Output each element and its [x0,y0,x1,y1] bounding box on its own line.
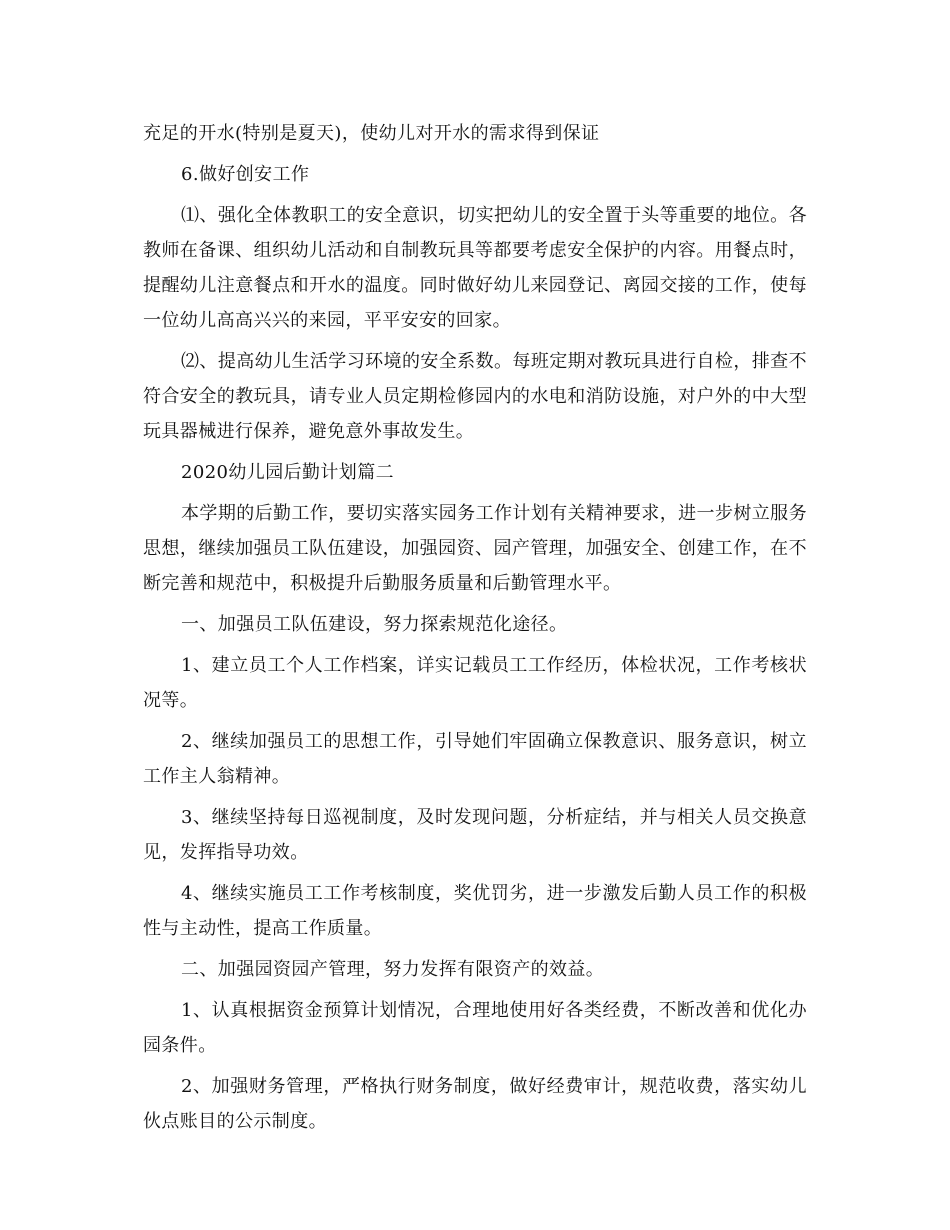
paragraph: ⑴、强化全体教职工的安全意识，切实把幼儿的安全置于头等重要的地位。各教师在备课、组织幼儿活动和自制教玩具等都要考虑安全保护的内容。用餐点时，提醒幼儿注意餐点和开水的温度。同时做好幼儿来园登记、离园交接的工作，使每一位幼儿高高兴兴的来园，平平安安的回家。 [143,205,807,331]
list-item: 1、认真根据资金预算计划情况，合理地使用好各类经费，不断改善和优化办园条件。 [143,1000,807,1056]
paragraph: ⑵、提高幼儿生活学习环境的安全系数。每班定期对教玩具进行自检，排查不符合安全的教玩具，请专业人员定期检修园内的水电和消防设施，对户外的中大型玩具器械进行保养，避免意外事故发生。 [143,351,807,442]
paragraph: 本学期的后勤工作，要切实落实园务工作计划有关精神要求，进一步树立服务思想，继续加强员工队伍建设，加强园资、园产管理，加强安全、创建工作，在不断完善和规范中，积极提升后勤服务质量和后勤管理水平。 [143,503,807,594]
list-item: 3、继续坚持每日巡视制度，及时发现问题，分析症结，并与相关人员交换意见，发挥指导功效。 [143,807,807,863]
list-item: 2、加强财务管理，严格执行财务制度，做好经费审计，规范收费，落实幼儿伙点账目的公示制度。 [143,1076,807,1132]
document-body [143,116,807,1139]
section-heading: 二、加强园资园产管理，努力发挥有限资产的效益。 [181,959,605,980]
section-heading: 6.做好创安工作 [181,164,310,185]
list-item: 4、继续实施员工工作考核制度，奖优罚劣，进一步激发后勤人员工作的积极性与主动性，提高工作质量。 [143,883,807,939]
paragraph: 充足的开水(特别是夏天)，使幼儿对开水的需求得到保证 [143,123,600,144]
section-heading: 一、加强员工队伍建设，努力探索规范化途径。 [181,614,568,635]
list-item: 2、继续加强员工的思想工作，引导她们牢固确立保教意识、服务意识，树立工作主人翁精神。 [143,731,807,787]
list-item: 1、建立员工个人工作档案，详实记载员工工作经历，体检状况，工作考核状况等。 [143,655,807,711]
section-heading: 2020幼儿园后勤计划篇二 [181,462,395,483]
